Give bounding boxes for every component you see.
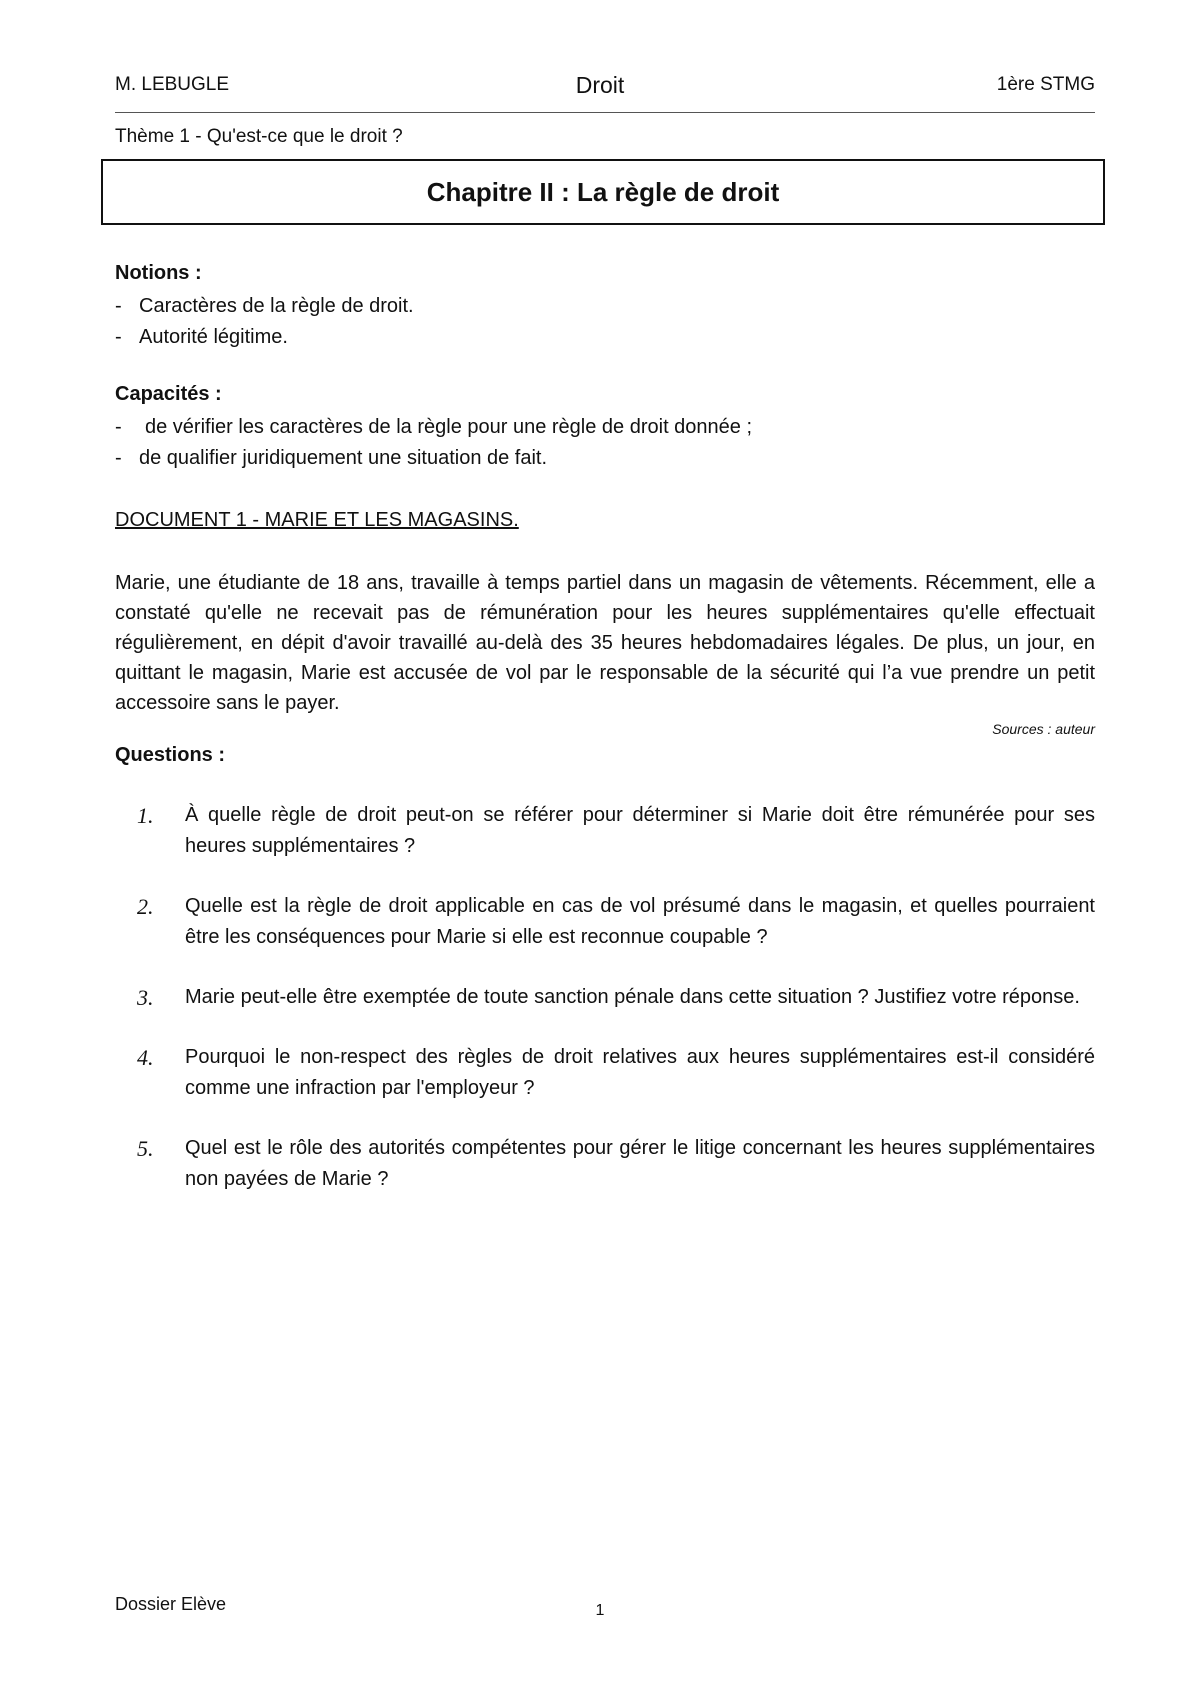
chapter-box [101,159,1105,225]
question-text: Quelle est la règle de droit applicable en cas de vol présumé dans le magasin, et quelles pourraient être les conséquences pour Marie si elle est reconnue coupable ? [185,895,1095,948]
chapter-title: Chapitre II : La règle de droit [426,176,780,207]
page-number: 1 [595,1602,605,1619]
header-subject: Droit [575,72,625,98]
capacites-list [115,412,752,474]
questions-label: Questions : [115,744,226,766]
document-source: Sources : auteur [992,721,1095,737]
dash-bullet: - [115,295,122,317]
question-text: À quelle règle de droit peut-on se référer pour déterminer si Marie doit être rémunérée pour ses heures supplémentaires ? [185,804,1095,857]
list-item [115,443,752,474]
header-divider [115,112,1095,113]
list-item [115,322,414,353]
footer-label: Dossier Elève [115,1594,227,1614]
question-number: 1. [137,803,154,828]
dash-bullet: - [115,447,122,469]
capacite-text: de vérifier les caractères de la règle pour une règle de droit donnée ; [145,416,753,438]
list-item [115,412,752,443]
theme-line: Thème 1 - Qu'est-ce que le droit ? [115,126,403,147]
question-item [115,1042,1095,1104]
notion-text: Autorité légitime. [139,326,288,348]
notions-list [115,291,414,353]
question-text: Quel est le rôle des autorités compétentes pour gérer le litige concernant les heures supplémentaires non payées de Marie ? [185,1137,1095,1190]
question-number: 3. [137,985,154,1010]
dash-bullet: - [115,416,122,438]
header-class: 1ère STMG [996,74,1095,95]
question-number: 2. [137,894,154,919]
questions-list [115,800,1095,1224]
capacite-text: de qualifier juridiquement une situation de fait. [139,447,548,469]
document-title: DOCUMENT 1 - MARIE ET LES MAGASINS. [115,509,519,531]
notions-label: Notions : [115,262,202,284]
question-number: 4. [137,1045,154,1070]
notion-text: Caractères de la règle de droit. [139,295,414,317]
question-item [115,982,1095,1013]
list-item [115,291,414,322]
question-item [115,800,1095,862]
capacites-label: Capacités : [115,383,222,405]
question-text: Pourquoi le non-respect des règles de droit relatives aux heures supplémentaires est-il considéré comme une infraction par l'employeur ? [185,1046,1095,1099]
question-text: Marie peut-elle être exemptée de toute sanction pénale dans cette situation ? Justifiez votre réponse. [185,986,1080,1008]
dash-bullet: - [115,326,122,348]
question-item [115,891,1095,953]
header-author: M. LEBUGLE [115,74,230,95]
question-item [115,1133,1095,1195]
document-text: Marie, une étudiante de 18 ans, travaille à temps partiel dans un magasin de vêtements. Récemment, elle a constaté qu'elle ne recevait pas de rémunération pour les heures supplémentaires qu'elle effectuait régulièrement, en dépit d'avoir travaillé au-delà des 35 heures hebdomadaires légales. De plus, un jour, en quittant le magasin, Marie est accusée de vol par le responsable de la sécurité qui l’a vue prendre un petit accessoire sans le payer. [115,572,1095,714]
question-number: 5. [137,1136,154,1161]
